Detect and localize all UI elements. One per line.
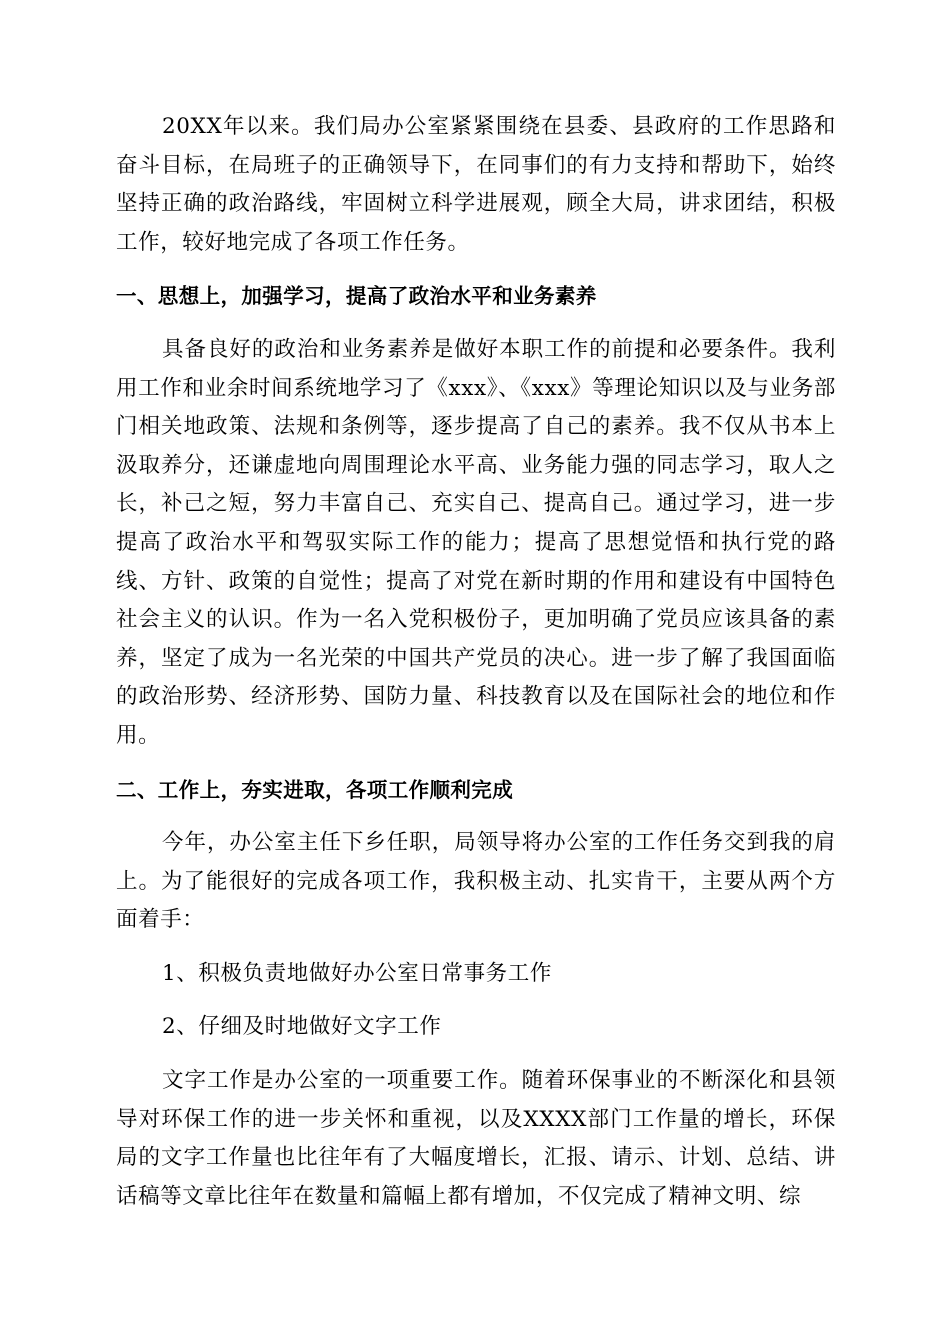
document-body bbox=[116, 108, 836, 1216]
section-2-heading: 二、工作上，夯实进取，各项工作顺利完成 bbox=[116, 777, 514, 802]
section-2-closing-paragraph: 文字工作是办公室的一项重要工作。随着环保事业的不断深化和县领导对环保工作的进一步关怀和重视，以及XXXX部门工作量的增长，环保局的文字工作量也比往年有了大幅度增长，汇报、请示、计划、总结、讲话稿等文章比往年在数量和篇幅上都有增加，不仅完成了精神文明、综 bbox=[116, 1068, 836, 1209]
section-1-paragraph: 具备良好的政治和业务素养是做好本职工作的前提和必要条件。我利用工作和业余时间系统地学习了《xxx》、《xxx》等理论知识以及与业务部门相关地政策、法规和条例等，逐步提高了自己的素养。我不仅从书本上汲取养分，还谦虚地向周围理论水平高、业务能力强的同志学习，取人之长，补己之短，努力丰富自己、充实自己、提高自己。通过学习，进一步提高了政治水平和驾驭实际工作的能力；提高了思想觉悟和执行党的路线、方针、政策的自觉性；提高了对党在新时期的作用和建设有中国特色社会主义的认识。作为一名入党积极份子，更加明确了党员应该具备的素养，坚定了成为一名光荣的中国共产党员的决心。进一步了解了我国面临的政治形势、经济形势、国防力量、科技教育以及在国际社会的地位和作用。 bbox=[116, 336, 836, 748]
list-item: 2、仔细及时地做好文字工作 bbox=[162, 1014, 442, 1040]
section-1-heading: 一、思想上，加强学习，提高了政治水平和业务素养 bbox=[116, 284, 597, 309]
intro-paragraph: 20XX年以来。我们局办公室紧紧围绕在县委、县政府的工作思路和奋斗目标，在局班子的正确领导下，在同事们的有力支持和帮助下，始终坚持正确的政治路线，牢固树立科学进展观，顾全大局，讲求团结，积极工作，较好地完成了各项工作任务。 bbox=[116, 114, 836, 255]
section-2-paragraph: 今年，办公室主任下乡任职，局领导将办公室的工作任务交到我的肩上。为了能很好的完成各项工作，我积极主动、扎实肯干，主要从两个方面着手： bbox=[116, 830, 836, 933]
list-item: 1、积极负责地做好办公室日常事务工作 bbox=[162, 960, 552, 986]
